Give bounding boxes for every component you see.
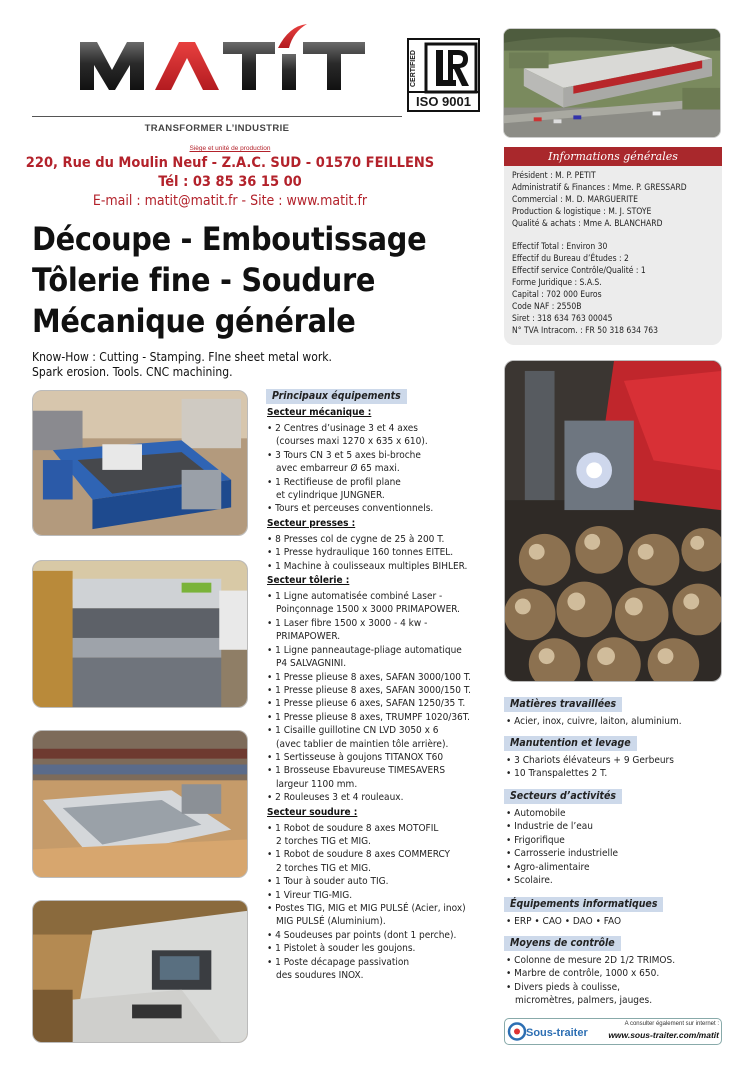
list-item: (avec tablier de maintien tôle arrière). <box>276 738 449 750</box>
iso-certified-label: CERTIFIED <box>410 50 417 88</box>
list-item: • 1 Vireur TIG-MIG. <box>267 889 353 901</box>
list-item: • 1 Presse plieuse 6 axes, SAFAN 1250/35 T. <box>267 698 466 710</box>
info-line: Qualité & achats : Mme A. BLANCHARD <box>512 219 663 229</box>
info-people <box>512 170 687 230</box>
laser-machine-photo <box>32 390 248 536</box>
list-item: avec embarreur Ø 65 maxi. <box>276 463 400 475</box>
equipements-list <box>267 407 499 982</box>
list-item: PRIMAPOWER. <box>276 631 341 643</box>
list-item: • 1 Presse hydraulique 160 tonnes EITEL. <box>267 547 454 559</box>
list-item: MIG PULSÉ (Aluminium). <box>276 916 386 928</box>
knowhow-line-2: Spark erosion. Tools. CNC machining. <box>32 365 233 379</box>
list-item: • Scolaire. <box>506 875 553 887</box>
title-line-1: Découpe - Emboutissage <box>32 220 427 258</box>
list-item: • Acier, inox, cuivre, laiton, aluminium. <box>506 716 682 727</box>
matit-logo <box>75 20 375 100</box>
siege-label: Siège et unité de production <box>189 145 271 152</box>
telephone: Tél : 03 85 36 15 00 <box>158 174 302 190</box>
list-item: • 1 Ligne automatisée combiné Laser - <box>267 591 443 603</box>
list-item: micromètres, palmers, jauges. <box>515 995 653 1007</box>
svg-text:Sous-traiter: Sous-traiter <box>526 1027 588 1039</box>
knowhow-text <box>32 350 332 380</box>
list-item: Poinçonnage 1500 x 3000 PRIMAPOWER. <box>276 604 460 616</box>
sous-traiter-note: A consulter également sur internet : <box>624 1021 719 1027</box>
info-line: Effectif Total : Environ 30 <box>512 242 608 252</box>
sous-traiter-logo <box>507 1021 592 1042</box>
list-item: • 10 Transpalettes 2 T. <box>506 768 608 780</box>
list-item: 2 torches TIG et MIG. <box>276 862 371 874</box>
list-item: P4 SALVAGNINI. <box>276 658 347 670</box>
secteurs-list <box>506 807 618 887</box>
info-box-title: Informations générales <box>504 147 722 166</box>
info-line: Effectif service Contrôle/Qualité : 1 <box>512 266 646 276</box>
list-item: • 1 Laser fibre 1500 x 3000 - 4 kw - <box>267 617 428 629</box>
info-line: Effectif du Bureau d’Études : 2 <box>512 254 629 264</box>
list-item: (courses maxi 1270 x 635 x 610). <box>276 436 428 448</box>
list-item: • Automobile <box>506 808 566 819</box>
info-line: Siret : 318 634 763 00045 <box>512 314 613 324</box>
list-item: • 3 Tours CN 3 et 5 axes bi-broche <box>267 449 421 461</box>
info-line: Capital : 702 000 Euros <box>512 290 602 300</box>
secteur-tolerie-list <box>267 590 499 805</box>
sous-traiter-url-link[interactable]: www.sous-traiter.com/matit <box>608 1030 719 1040</box>
list-item: • 1 Machine à coulisseaux multiples BIHLER. <box>267 560 468 572</box>
section-informatique: Équipements informatiques <box>504 897 663 912</box>
list-item: • Colonne de mesure 2D 1/2 TRIMOS. <box>506 955 676 966</box>
informatique-list <box>506 915 621 928</box>
info-line: Production & logistique : M. J. STOYE <box>512 207 652 217</box>
list-item: • 1 Robot de soudure 8 axes MOTOFIL <box>267 822 439 834</box>
list-item: • 1 Tour à souder auto TIG. <box>267 876 389 888</box>
knowhow-line-1: Know-How : Cutting - Stamping. FIne sheet metal work. <box>32 350 332 364</box>
list-item: • Postes TIG, MIG et MIG PULSÉ (Acier, inox) <box>267 903 466 914</box>
info-line: Code NAF : 2550B <box>512 302 582 312</box>
info-line: Commercial : M. D. MARGUERITE <box>512 195 638 205</box>
secteur-presses-title: Secteur presses : <box>267 517 356 529</box>
info-line: Administratif & Finances : Mme. P. GRESSARD <box>512 183 687 193</box>
list-item: • 1 Brosseuse Ebavureuse TIMESAVERS <box>267 765 446 777</box>
list-item: • 2 Rouleuses 3 et 4 rouleaux. <box>267 792 404 804</box>
list-item: • 4 Soudeuses par points (dont 1 perche). <box>267 929 457 941</box>
title-line-2: Tôlerie fine - Soudure <box>32 261 376 299</box>
list-item: • 1 Presse plieuse 8 axes, SAFAN 3000/100 T. <box>267 671 472 683</box>
iso-certification-badge <box>407 38 480 112</box>
list-item: • 1 Pistolet à souder les goujons. <box>267 943 416 955</box>
section-controle: Moyens de contrôle <box>504 936 621 951</box>
secteur-mecanique-list <box>267 422 499 516</box>
secteur-soudure-list <box>267 822 499 983</box>
cnc-lathe-photo <box>32 900 248 1043</box>
list-item: • 8 Presses col de cygne de 25 à 200 T. <box>267 533 445 545</box>
tagline: TRANSFORMER L’INDUSTRIE <box>144 123 290 134</box>
info-line: Forme Juridique : S.A.S. <box>512 278 602 288</box>
list-item: • 1 Poste décapage passivation <box>267 956 410 968</box>
list-item: • 1 Presse plieuse 8 axes, TRUMPF 1020/36T. <box>267 711 470 723</box>
list-item: • 1 Cisaille guillotine CN LVD 3050 x 6 <box>267 725 439 737</box>
email-and-site[interactable]: E-mail : matit@matit.fr - Site : www.matit.fr <box>92 193 368 209</box>
matieres-list <box>506 715 682 728</box>
list-item: • Carrosserie industrielle <box>506 848 619 860</box>
info-facts <box>512 241 658 337</box>
info-line: N° TVA Intracom. : FR 50 318 634 763 <box>512 326 659 336</box>
list-item: • 1 Rectifieuse de profil plane <box>267 476 401 488</box>
secteur-presses-list <box>267 533 499 573</box>
info-line: Président : M. P. PETIT <box>512 171 596 181</box>
list-item: largeur 1100 mm. <box>276 778 358 790</box>
list-item: • 1 Presse plieuse 8 axes, SAFAN 3000/150 T. <box>267 684 472 696</box>
secteur-soudure-title: Secteur soudure : <box>267 806 358 818</box>
list-item: 2 torches TIG et MIG. <box>276 835 371 847</box>
controle-list <box>506 954 675 1008</box>
list-item: • 2 Centres d’usinage 3 et 4 axes <box>267 423 418 434</box>
list-item: • 3 Chariots élévateurs + 9 Gerbeurs <box>506 755 674 766</box>
street-address: 220, Rue du Moulin Neuf - Z.A.C. SUD - 01570 FEILLENS <box>25 155 435 171</box>
title-line-3: Mécanique générale <box>32 302 356 340</box>
list-item: • ERP • CAO • DAO • FAO <box>506 916 622 927</box>
list-item: • Tours et perceuses conventionnels. <box>267 503 434 515</box>
manutention-list <box>506 754 674 781</box>
iso-9001-label: ISO 9001 <box>409 91 478 109</box>
list-item: • 1 Sertisseuse à goujons TITANOX T60 <box>267 751 444 763</box>
list-item: • Frigorifique <box>506 834 565 846</box>
welding-photo <box>504 360 722 682</box>
list-item: • 1 Robot de soudure 8 axes COMMERCY <box>267 849 451 861</box>
factory-aerial-photo <box>503 28 721 138</box>
section-matieres: Matières travaillées <box>504 697 622 712</box>
list-item: des soudures INOX. <box>276 970 364 982</box>
secteur-mecanique-title: Secteur mécanique : <box>267 407 372 418</box>
list-item: • Agro-alimentaire <box>506 861 590 873</box>
press-brake-photo <box>32 560 248 708</box>
list-item: • Industrie de l’eau <box>506 821 593 833</box>
list-item: et cylindrique JUNGNER. <box>276 490 385 502</box>
list-item: • Marbre de contrôle, 1000 x 650. <box>506 968 660 980</box>
section-manutention: Manutention et levage <box>504 736 637 751</box>
workshop-photo <box>32 730 248 878</box>
section-principaux-equipements: Principaux équipements <box>266 389 407 404</box>
section-secteurs: Secteurs d’activités <box>504 789 622 804</box>
lloyds-register-icon <box>424 42 478 94</box>
list-item: • Divers pieds à coulisse, <box>506 981 620 993</box>
list-item: • 1 Ligne panneautage-pliage automatique <box>267 644 462 656</box>
header-rule <box>32 116 402 117</box>
secteur-tolerie-title: Secteur tôlerie : <box>267 575 350 587</box>
